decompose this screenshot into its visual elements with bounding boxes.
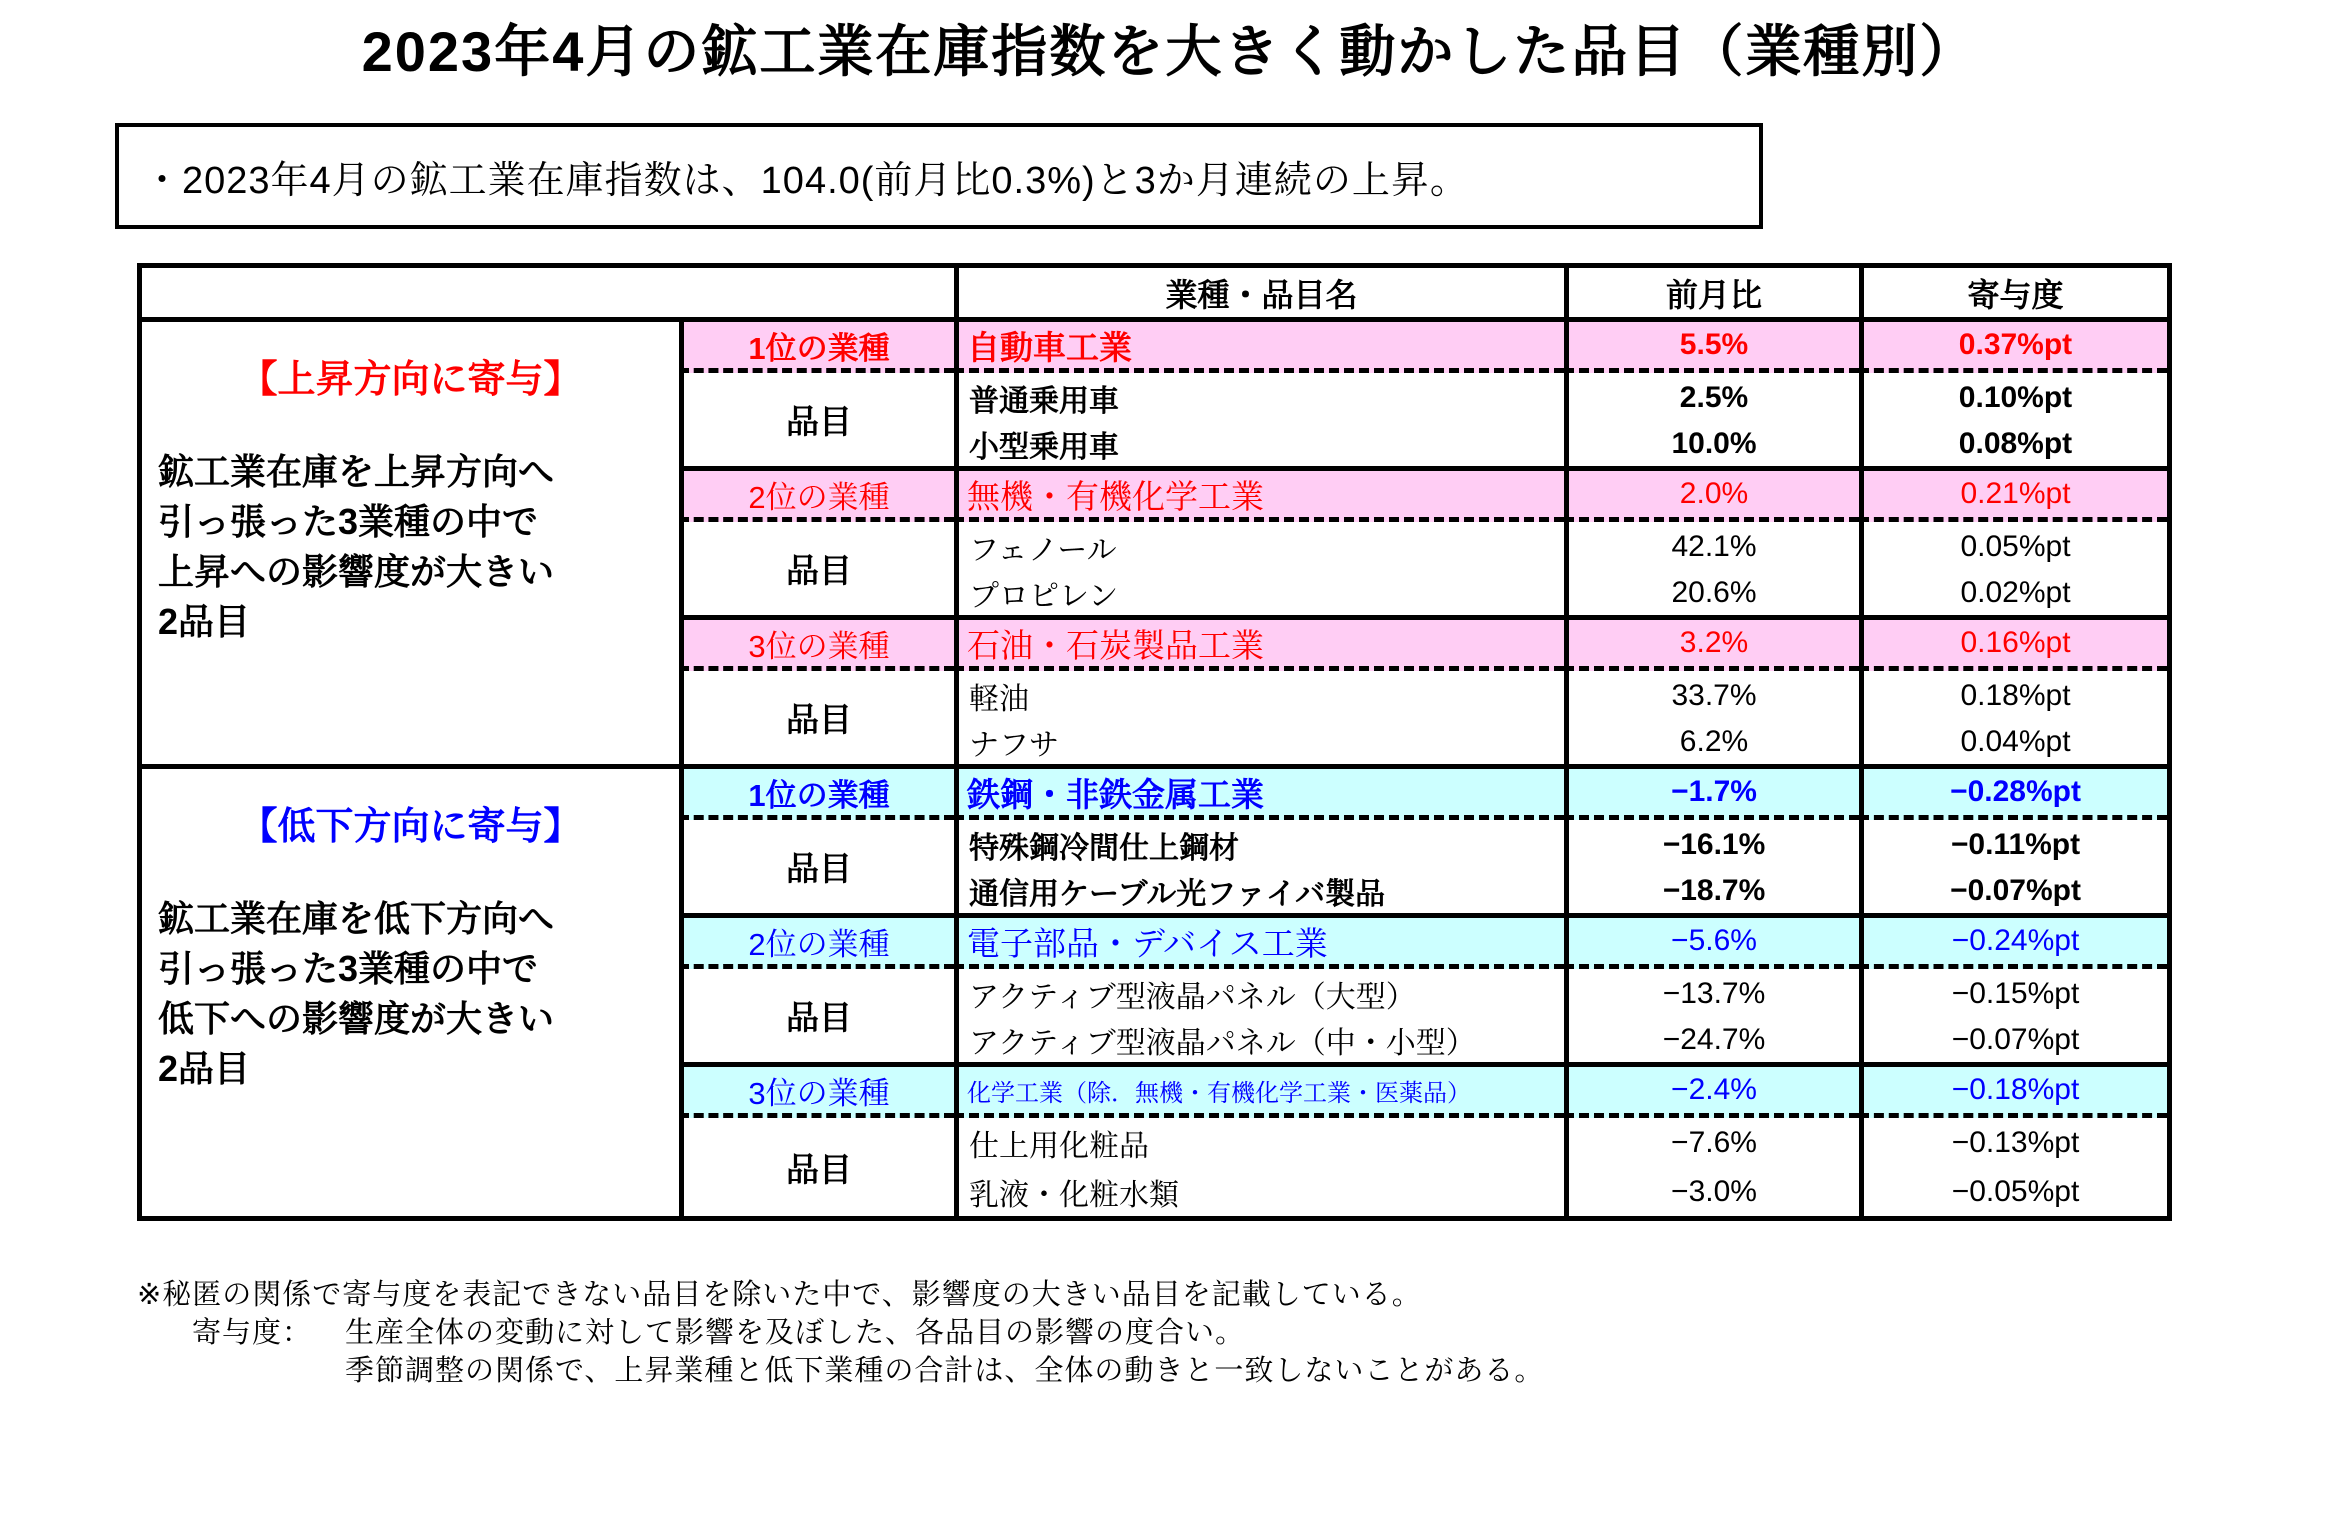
item-name-cell: 特殊鋼冷間仕上鋼材 xyxy=(954,820,1564,869)
item-name-cell: 乳液・化粧水類 xyxy=(954,1167,1564,1216)
up-desc-line-2: 引っ張った3業種の中で xyxy=(158,501,539,542)
up-rank3-mom: 3.2% xyxy=(1564,620,1859,671)
item-name-cell: 通信用ケーブル光ファイバ製品 xyxy=(954,869,1564,918)
up-desc-line-1: 鉱工業在庫を上昇方向へ xyxy=(158,451,555,492)
item-name-cell: プロピレン xyxy=(954,571,1564,620)
up-rank3-label: 3位の業種 xyxy=(679,620,954,671)
up-rank2-label: 2位の業種 xyxy=(679,471,954,522)
up-group2-item-label: 品目 xyxy=(679,522,954,620)
item-name-cell: アクティブ型液晶パネル（大型） xyxy=(954,969,1564,1018)
item-mom-cell: 10.0% xyxy=(1564,422,1859,471)
up-rank3-industry: 石油・石炭製品工業 xyxy=(954,620,1564,671)
header-contribution: 寄与度 xyxy=(1859,268,2167,322)
down-group1-item-label: 品目 xyxy=(679,820,954,918)
item-contribution-cell: 0.10%pt xyxy=(1859,373,2167,422)
down-desc-line-2: 引っ張った3業種の中で xyxy=(158,948,539,989)
header-month-over-month: 前月比 xyxy=(1564,268,1859,322)
up-section-heading: 【上昇方向に寄与】 xyxy=(239,359,582,401)
up-section-description xyxy=(142,447,679,647)
down-rank3-mom: −2.4% xyxy=(1564,1067,1859,1118)
down-group2-item-label: 品目 xyxy=(679,969,954,1067)
item-mom-cell: 6.2% xyxy=(1564,720,1859,769)
footnote-line-2: 生産全体の変動に対して影響を及ぼした、各品目の影響の度合い。 xyxy=(345,1317,1246,1349)
summary-text: ・2023年4月の鉱工業在庫指数は、104.0(前月比0.3%)と3か月連続の上昇。 xyxy=(143,159,1469,202)
up-rank1-label: 1位の業種 xyxy=(679,322,954,373)
up-desc-line-3: 上昇への影響度が大きい xyxy=(158,551,555,592)
down-rank2-mom: −5.6% xyxy=(1564,918,1859,969)
item-name-cell: アクティブ型液晶パネル（中・小型） xyxy=(954,1018,1564,1067)
item-contribution-cell: −0.07%pt xyxy=(1859,1018,2167,1067)
down-rank1-industry: 鉄鋼・非鉄金属工業 xyxy=(954,769,1564,820)
item-name-cell: ナフサ xyxy=(954,720,1564,769)
item-name-cell: 軽油 xyxy=(954,671,1564,720)
item-mom-cell: −16.1% xyxy=(1564,820,1859,869)
item-mom-cell: 20.6% xyxy=(1564,571,1859,620)
item-mom-cell: −7.6% xyxy=(1564,1118,1859,1167)
item-mom-cell: −24.7% xyxy=(1564,1018,1859,1067)
down-rank1-mom: −1.7% xyxy=(1564,769,1859,820)
down-rank2-label: 2位の業種 xyxy=(679,918,954,969)
down-rank3-label: 3位の業種 xyxy=(679,1067,954,1118)
up-rank2-industry: 無機・有機化学工業 xyxy=(954,471,1564,522)
item-mom-cell: −13.7% xyxy=(1564,969,1859,1018)
item-name-cell: フェノール xyxy=(954,522,1564,571)
down-rank2-industry: 電子部品・デバイス工業 xyxy=(954,918,1564,969)
item-mom-cell: −3.0% xyxy=(1564,1167,1859,1216)
up-section-description-cell xyxy=(142,322,679,769)
item-mom-cell: −18.7% xyxy=(1564,869,1859,918)
item-name-cell: 普通乗用車 xyxy=(954,373,1564,422)
down-desc-line-1: 鉱工業在庫を低下方向へ xyxy=(158,898,555,939)
item-contribution-cell: −0.11%pt xyxy=(1859,820,2167,869)
up-group3-item-label: 品目 xyxy=(679,671,954,769)
item-mom-cell: 33.7% xyxy=(1564,671,1859,720)
down-rank1-contribution: −0.28%pt xyxy=(1859,769,2167,820)
down-section-heading: 【低下方向に寄与】 xyxy=(239,806,582,848)
up-group1-item-label: 品目 xyxy=(679,373,954,471)
inventory-contribution-table xyxy=(137,263,2172,1221)
footnote-line-1: ※秘匿の関係で寄与度を表記できない品目を除いた中で、影響度の大きい品目を記載している。 xyxy=(137,1279,1422,1311)
down-section-description-cell xyxy=(142,769,679,1216)
up-rank1-contribution: 0.37%pt xyxy=(1859,322,2167,373)
item-contribution-cell: −0.15%pt xyxy=(1859,969,2167,1018)
footnote-line-3: 季節調整の関係で、上昇業種と低下業種の合計は、全体の動きと一致しないことがある。 xyxy=(345,1355,1545,1387)
item-contribution-cell: 0.05%pt xyxy=(1859,522,2167,571)
item-contribution-cell: −0.05%pt xyxy=(1859,1167,2167,1216)
footnote-contribution-label: 寄与度： xyxy=(192,1317,313,1349)
item-contribution-cell: 0.18%pt xyxy=(1859,671,2167,720)
item-contribution-cell: 0.04%pt xyxy=(1859,720,2167,769)
item-contribution-cell: −0.07%pt xyxy=(1859,869,2167,918)
page-title: 2023年4月の鉱工業在庫指数を大きく動かした品目（業種別） xyxy=(361,20,1978,83)
header-industry-item-name: 業種・品目名 xyxy=(954,268,1564,322)
summary-box xyxy=(115,123,1763,229)
down-group3-item-label: 品目 xyxy=(679,1118,954,1216)
up-rank1-mom: 5.5% xyxy=(1564,322,1859,373)
item-mom-cell: 42.1% xyxy=(1564,522,1859,571)
item-contribution-cell: −0.13%pt xyxy=(1859,1118,2167,1167)
down-section-description xyxy=(142,894,679,1094)
down-rank1-label: 1位の業種 xyxy=(679,769,954,820)
up-rank1-industry: 自動車工業 xyxy=(954,322,1564,373)
item-mom-cell: 2.5% xyxy=(1564,373,1859,422)
item-contribution-cell: 0.02%pt xyxy=(1859,571,2167,620)
down-desc-line-4: 2品目 xyxy=(158,1048,251,1089)
down-rank3-industry: 化学工業（除．無機・有機化学工業・医薬品） xyxy=(954,1067,1564,1118)
up-rank2-contribution: 0.21%pt xyxy=(1859,471,2167,522)
item-name-cell: 仕上用化粧品 xyxy=(954,1118,1564,1167)
item-name-cell: 小型乗用車 xyxy=(954,422,1564,471)
down-rank3-contribution: −0.18%pt xyxy=(1859,1067,2167,1118)
down-desc-line-3: 低下への影響度が大きい xyxy=(158,998,555,1039)
up-rank3-contribution: 0.16%pt xyxy=(1859,620,2167,671)
item-contribution-cell: 0.08%pt xyxy=(1859,422,2167,471)
up-desc-line-4: 2品目 xyxy=(158,601,251,642)
down-rank2-contribution: −0.24%pt xyxy=(1859,918,2167,969)
up-rank2-mom: 2.0% xyxy=(1564,471,1859,522)
header-empty-cell xyxy=(142,268,954,322)
